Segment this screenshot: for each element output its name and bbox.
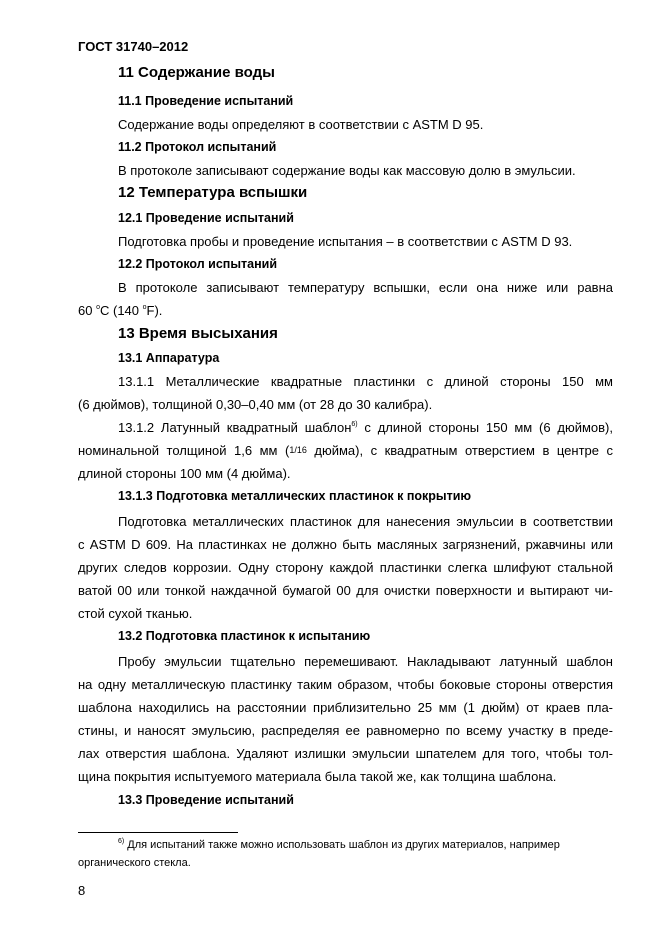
section-12-title: 12 Температура вспышки xyxy=(118,184,308,201)
section-13-1-heading: 13.1 Аппаратура xyxy=(118,351,220,365)
section-13-1-3-line2: с ASTM D 609. На пластинках не должно быть масляных загрязнений, ржавчины или xyxy=(78,537,613,552)
section-11-title: 11 Содержание воды xyxy=(118,64,275,81)
section-12-2-text-line1: В протоколе записывают температуру вспышки, если она ниже или равна xyxy=(118,280,613,295)
section-13-1-3-line5: стой сухой тканью. xyxy=(78,606,193,621)
section-13-1-2-line2: номинальной толщиной 1,6 мм (1/16 дюйма), с квадратным отверстием в центре с xyxy=(78,443,613,458)
section-12-2-heading: 12.2 Протокол испытаний xyxy=(118,257,278,271)
page-number: 8 xyxy=(78,883,86,898)
section-13-1-2-line1: 13.1.2 Латунный квадратный шаблон$^{6)}$ с длиной стороны 150 мм (6 дюймов), xyxy=(118,420,613,435)
section-13-2-line3: шаблона находились на расстоянии приблизительно 25 мм (1 дюйм) от краев пла- xyxy=(78,700,613,715)
section-11-2-heading: 11.2 Протокол испытаний xyxy=(118,140,277,154)
section-13-2-line2: на одну металлическую пластинку таким образом, чтобы боковые стороны отверстия xyxy=(78,677,613,692)
footnote-line2: органического стекла. xyxy=(78,857,191,869)
footnote-line1: $^{6)}$ Для испытаний также можно использовать шаблон из других материалов, например xyxy=(118,838,560,851)
section-12-1-text: Подготовка пробы и проведение испытания – в соответствии с ASTM D 93. xyxy=(118,234,573,249)
section-12-2-text-line2: 60 $^o$C (140 $^o$F). xyxy=(78,303,163,318)
section-13-title: 13 Время высыхания xyxy=(118,325,278,342)
section-13-1-3-line3: других следов коррозии. Одну сторону каждой пластинки слегка шлифуют стальной xyxy=(78,560,613,575)
section-13-1-3-line4: ватой 00 или тонкой наждачной бумагой 00 для очистки поверхности и вытирают чи- xyxy=(78,583,613,598)
section-13-2-heading: 13.2 Подготовка пластинок к испытанию xyxy=(118,629,371,643)
section-13-1-3-heading: 13.1.3 Подготовка металлических пластинок к покрытию xyxy=(118,489,472,503)
section-13-1-3-line1: Подготовка металлических пластинок для нанесения эмульсии в соответствии xyxy=(118,514,613,529)
section-13-2-line4: стины, и наносят эмульсию, распределяя ее равномерно по всему участку в преде- xyxy=(78,723,613,738)
section-13-2-line5: лах отверстия шаблона. Удаляют излишки эмульсии шпателем для того, чтобы тол- xyxy=(78,746,613,761)
section-13-2-line6: щина покрытия испытуемого материала была такой же, как толщина шаблона. xyxy=(78,769,557,784)
section-13-1-1-line2: (6 дюймов), толщиной 0,30–0,40 мм (от 28 до 30 калибра). xyxy=(78,397,433,412)
section-11-2-text: В протоколе записывают содержание воды как массовую долю в эмульсии. xyxy=(118,163,576,178)
footnote-divider xyxy=(78,832,238,833)
document-header: ГОСТ 31740–2012 xyxy=(78,39,189,54)
section-13-1-2-line3: длиной стороны 100 мм (4 дюйма). xyxy=(78,466,291,481)
section-11-1-heading: 11.1 Проведение испытаний xyxy=(118,94,294,108)
section-12-1-heading: 12.1 Проведение испытаний xyxy=(118,211,294,225)
section-11-1-text: Содержание воды определяют в соответствии с ASTM D 95. xyxy=(118,117,484,132)
section-13-3-heading: 13.3 Проведение испытаний xyxy=(118,793,294,807)
section-13-2-line1: Пробу эмульсии тщательно перемешивают. Накладывают латунный шаблон xyxy=(118,654,613,669)
section-13-1-1-line1: 13.1.1 Металлические квадратные пластинки с длиной стороны 150 мм xyxy=(118,374,613,389)
